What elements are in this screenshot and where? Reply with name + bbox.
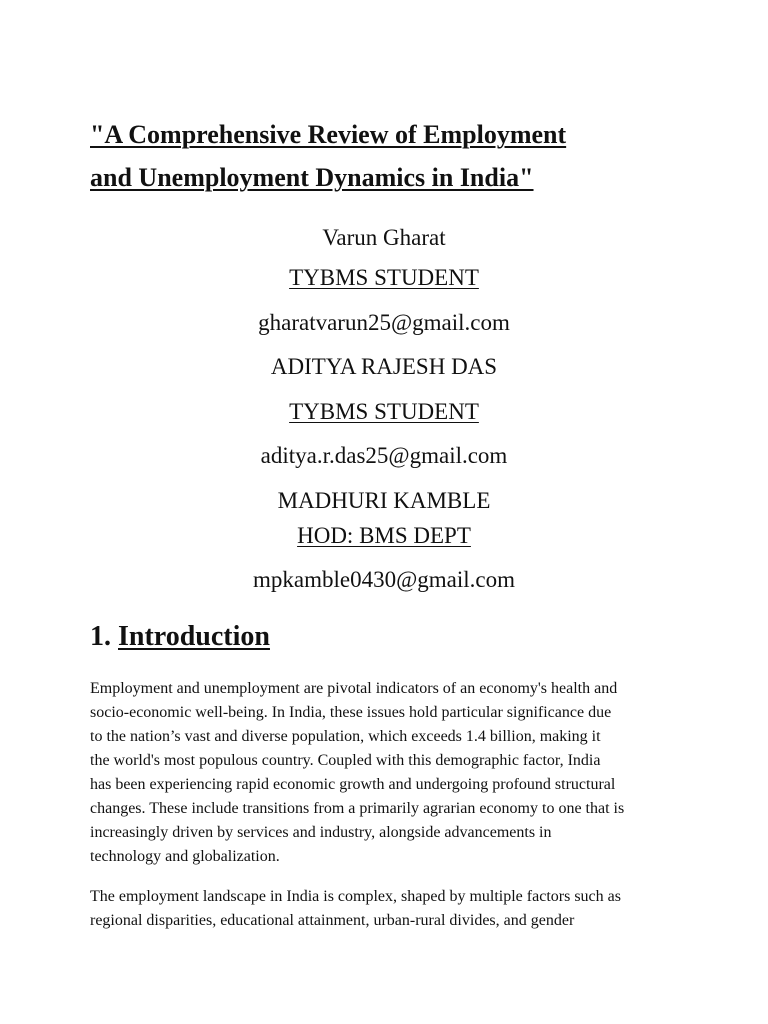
author-2-role-wrap: [0, 398, 768, 426]
author-1-email: gharatvarun25@gmail.com: [258, 310, 510, 335]
paragraph-line: has been experiencing rapid economic growth and undergoing profound structural: [90, 776, 616, 793]
section-title: Introduction: [118, 621, 270, 652]
author-3-email: mpkamble0430@gmail.com: [253, 567, 515, 592]
paper-title-line-2: and Unemployment Dynamics in India": [90, 163, 534, 192]
paper-title-line-1: "A Comprehensive Review of Employment: [90, 120, 567, 149]
intro-paragraph-2: [90, 885, 690, 933]
paragraph-line: regional disparities, educational attainment, urban-rural divides, and gender: [90, 912, 575, 929]
paragraph-line: the world's most populous country. Coupled with this demographic factor, India: [90, 752, 601, 769]
paragraph-line: changes. These include transitions from a primarily agrarian economy to one that is: [90, 800, 625, 817]
author-2-name: ADITYA RAJESH DAS: [270, 354, 498, 379]
author-3-role-wrap: [0, 522, 768, 550]
paper-title: [90, 113, 690, 199]
author-2-role: TYBMS STUDENT: [289, 399, 479, 424]
paragraph-line: increasingly driven by services and industry, alongside advancements in: [90, 824, 552, 841]
author-1-name: Varun Gharat: [322, 225, 446, 250]
paragraph-line: technology and globalization.: [90, 848, 280, 865]
paragraph-line: socio-economic well-being. In India, these issues hold particular significance due: [90, 704, 612, 721]
author-3-role: HOD: BMS DEPT: [297, 523, 471, 548]
section-heading: [90, 617, 270, 657]
author-1-role-wrap: [0, 264, 768, 292]
paragraph-line: The employment landscape in India is complex, shaped by multiple factors such as: [90, 888, 621, 905]
intro-paragraph-1: [90, 677, 690, 869]
section-number: 1.: [90, 621, 111, 652]
author-2-email: aditya.r.das25@gmail.com: [260, 443, 508, 468]
paragraph-line: Employment and unemployment are pivotal indicators of an economy's health and: [90, 680, 618, 697]
paragraph-line: to the nation’s vast and diverse population, which exceeds 1.4 billion, making it: [90, 728, 601, 745]
author-3-name: MADHURI KAMBLE: [277, 488, 491, 513]
author-1-role: TYBMS STUDENT: [289, 265, 479, 290]
